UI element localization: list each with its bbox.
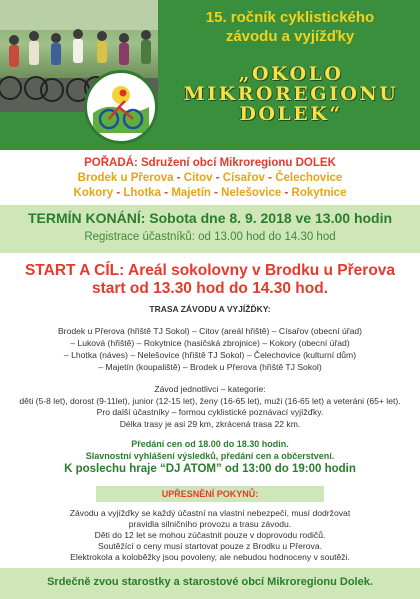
event-title-line-1: „OKOLO [238,63,344,85]
route-line: – Lhotka (náves) – Nelešovice (hřiště TJ Sokol) – Čelechovice (kulturní dům) [63,350,357,360]
mikroregion-logo [84,70,158,144]
event-title-line-3: DOLEK“ [239,103,343,125]
note-line: Děti do 12 let se mohou zúčastnit pouze v doprovodu rodičů. [94,530,326,540]
edition-line-2: závodu a vyjížďky [225,28,355,45]
organizer-row [0,156,420,171]
route-line: Brodek u Přerova (hřiště TJ Sokol) – Citov (areál hřiště) – Císařov (obecní úřad) [57,326,363,336]
notes-heading: UPŘESNĚNÍ POKYNŮ: [161,489,259,499]
town: Nelešovice [221,187,282,199]
header-banner [0,0,420,150]
route-heading: TRASA ZÁVODU A VYJÍŽĎKY: [149,304,271,314]
town: Brodek u Přerova [77,172,174,184]
note-line: Závodu a vyjížďky se každý účastní na vlastní nebezpečí, musí dodržovat [69,508,351,518]
member-towns-row-2: Kokory - Lhotka - Majetín - Nelešovice - Rokytnice [73,187,347,199]
notes-block [0,508,420,563]
town: Čelechovice [275,172,343,184]
town: Majetín [171,187,211,199]
categories-block [0,384,420,430]
event-title-line-2: MIKROREGIONU [183,83,399,105]
route-line: – Majetín (koupaliště) – Brodek u Přerova (hřiště TJ Sokol) [98,362,322,372]
term-value: Sobota dne 8. 9. 2018 ve 13.00 hodin [149,210,393,226]
registration-line: Registrace účastníků: od 13.00 hod do 14.30 hod [84,231,336,243]
member-towns-row-1: Brodek u Přerova - Citov - Císařov - Čelechovice [77,172,343,184]
note-line: pravidla silničního provozu a trasu závodu. [128,519,292,529]
categories-line: Závod jednotlivci – kategorie: [154,384,266,394]
note-line: Soutěžící o ceny musí startovat pouze z Brodku u Přerova. [97,541,323,551]
start-line-1: START A CÍL: Areál sokolovny v Brodku u Přerova [24,262,396,279]
categories-line: Pro další účastníky – formou cyklistické poznávací vyjížďky. [96,407,324,417]
event-title [168,64,414,124]
route-description [0,325,420,373]
categories-line: děti (5-8 let), dorost (9-11let), junior (12-15 let), ženy (16-65 let), muži (16-65 let) a veteráni (65+ let). [19,395,401,406]
categories-line: Délka trasy je asi 29 km, zkrácená trasa 22 km. [119,418,301,429]
ceremony-line: Slavnostní vyhlášení výsledků, předání cen a občerstvení. [85,451,335,461]
town: Císařov [222,172,265,184]
footer-invitation: Srdečně zvou starostky a starostové obcí Mikroregionu Dolek. [47,576,373,588]
event-edition [170,8,410,46]
term-label: TERMÍN KONÁNÍ: [27,210,146,226]
town: Lhotka [123,187,162,199]
term-line [0,210,420,226]
organizer-label: POŘADÁ: [84,157,138,169]
town: Kokory [73,187,114,199]
note-line: Elektrokola a koloběžky jsou povoleny, ale nebudou hodnoceny v soutěži. [70,552,350,562]
edition-line-1: 15. ročník cyklistického [205,9,375,26]
start-line-2: start od 13.30 hod do 14.30 hod. [92,280,328,297]
organizer-block [0,156,420,201]
route-line: – Luková (hřiště) – Rokytnice (hasičská zbrojnice) – Kokory (obecní úřad) [70,338,350,348]
music-line: K poslechu hraje “DJ ATOM” od 13:00 do 19:00 hodin [64,463,356,475]
program-times [0,438,420,475]
start-finish-block [0,262,420,298]
organizer-name: Sdružení obcí Mikroregionu DOLEK [141,157,336,169]
town: Citov [183,172,213,184]
prizes-time: Předání cen od 18.00 do 18.30 hodin. [131,439,289,449]
town: Rokytnice [291,187,347,199]
